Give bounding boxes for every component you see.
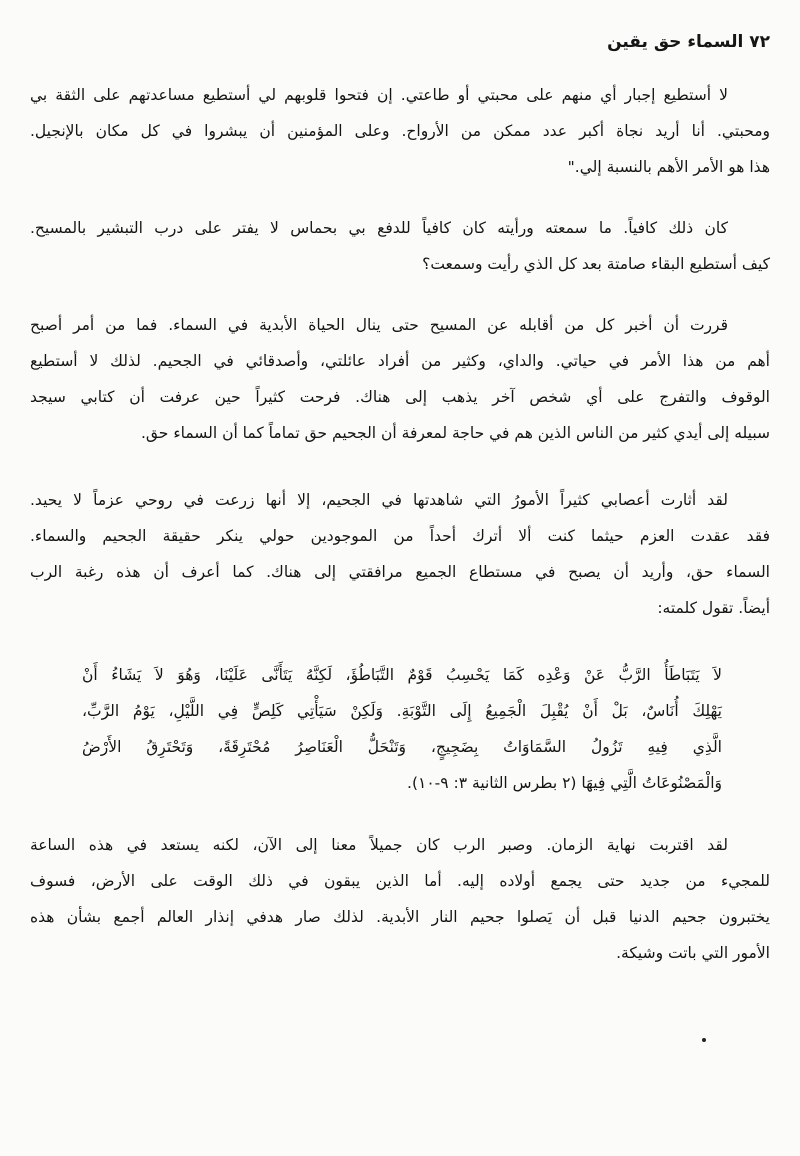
text-line: أيضاً. تقول كلمته:	[657, 599, 770, 617]
book-title: السماء حق يقين	[607, 32, 744, 52]
text-line: قررت أن أخبر كل من أقابله عن المسيح حتى ينال الحياة الأبدية في السماء. فما من أمر أصبح	[30, 316, 728, 334]
speck-mark	[702, 1038, 706, 1042]
text-line: يختبرون جحيم الدنيا قبل أن يَصلوا جحيم النار الأبدية. لذلك صار هدفي إنذار العالم أجمع بشأن هذه	[30, 908, 770, 926]
text-line: ومحبتي. أنا أريد نجاة أكبر عدد ممكن من الأرواح. وعلى المؤمنين أن يبشروا في كل مكان بالإنجيل.	[30, 122, 770, 140]
text-line: لقد اقتربت نهاية الزمان. وصبر الرب كان جميلاً معنا إلى الآن، لكنه يستعد في هذه الساعة	[30, 836, 728, 854]
running-header	[607, 32, 770, 52]
text-line: كيف أستطيع البقاء صامتة بعد كل الذي رأيت وسمعت؟	[422, 255, 770, 273]
paragraph	[30, 77, 770, 185]
text-line: سبيله إلى أيدي كثير من الناس الذين هم في حاجة لمعرفة أن الجحيم حق تماماً كما أن السماء حق.	[140, 424, 770, 442]
text-line: للمجيء من جديد حتى يجمع أولاده إليه. أما الذين يبقون في ذلك الوقت على الأرض، فسوف	[30, 872, 770, 890]
text-line: لا أستطيع إجبار أي منهم على محبتي أو طاعتي. إن فتحوا قلوبهم لي أستطيع مساعدتهم على الثقة بي	[30, 86, 728, 104]
paragraph	[30, 482, 770, 626]
scripture-quote	[82, 657, 722, 801]
page-number: ٧٢	[749, 32, 770, 52]
text-line: أهم من هذا الأمر في حياتي. والداي، وكثير من أفراد عائلتي، وأصدقائي في الجحيم. لذلك لا أستطيع	[30, 352, 770, 370]
text-line: لقد أثارت أعصابي كثيراً الأمورُ التي شاهدتها في الجحيم، إلا أنها زرعت في روحي عزماً لا يحيد.	[30, 491, 728, 509]
text-line: هذا هو الأمر الأهم بالنسبة إلي."	[567, 158, 770, 176]
paragraph	[30, 827, 770, 971]
text-line: الأمور التي باتت وشيكة.	[616, 944, 770, 962]
paragraph	[30, 210, 770, 282]
text-line: يَهْلِكَ أُنَاسٌ، بَلْ أَنْ يُقْبِلَ الْجَمِيعُ إِلَى التَّوْبَةِ. وَلَكِنْ سَيَأْتِي كَلِصٍّ فِي اللَّيْلِ، يَوْمُ الرَّبِّ،	[82, 702, 722, 720]
text-line: الوقوف والتفرج على أي شخص آخر يذهب إلى هناك. فرحت كثيراً حين عرفت أن كتابي سيجد	[30, 388, 770, 406]
text-line: وَالْمَصْنُوعَاتُ الَّتِي فِيهَا (٢ بطرس الثانية ٣: ٩-١٠).	[407, 774, 722, 792]
text-line: لاَ يَتَبَاطَأُ الرَّبُّ عَنْ وَعْدِه كَمَا يَحْسِبُ قَوْمٌ التَّبَاطُؤَ، لَكِنَّهُ يَتَأَنَّى عَلَيْنَا، وَهُوَ لاَ يَشَاءُ أَنْ	[82, 666, 722, 684]
text-line: السماء حق، وأريد أن يصبح في مستطاع الجميع مرافقتي إلى هناك. كما أعرف أن هذه رغبة الرب	[30, 563, 770, 581]
text-line: كان ذلك كافياً. ما سمعته ورأيته كان كافياً للدفع بي بحماس لا يفتر على درب التبشير بالمسيح.	[30, 219, 728, 237]
paragraph	[30, 307, 770, 451]
text-line: فقد عقدت العزم حيثما كنت ألا أترك أحداً من الموجودين حولي ينكر حقيقة الجحيم والسماء.	[30, 527, 770, 545]
text-line: الَّذِي فِيهِ تَزُولُ السَّمَاوَاتُ بِضَجِيجٍ، وَتَنْحَلُّ الْعَنَاصِرُ مُحْتَرِقَةً، وَتَحْتَرِقُ الأَرْضُ	[82, 738, 722, 756]
